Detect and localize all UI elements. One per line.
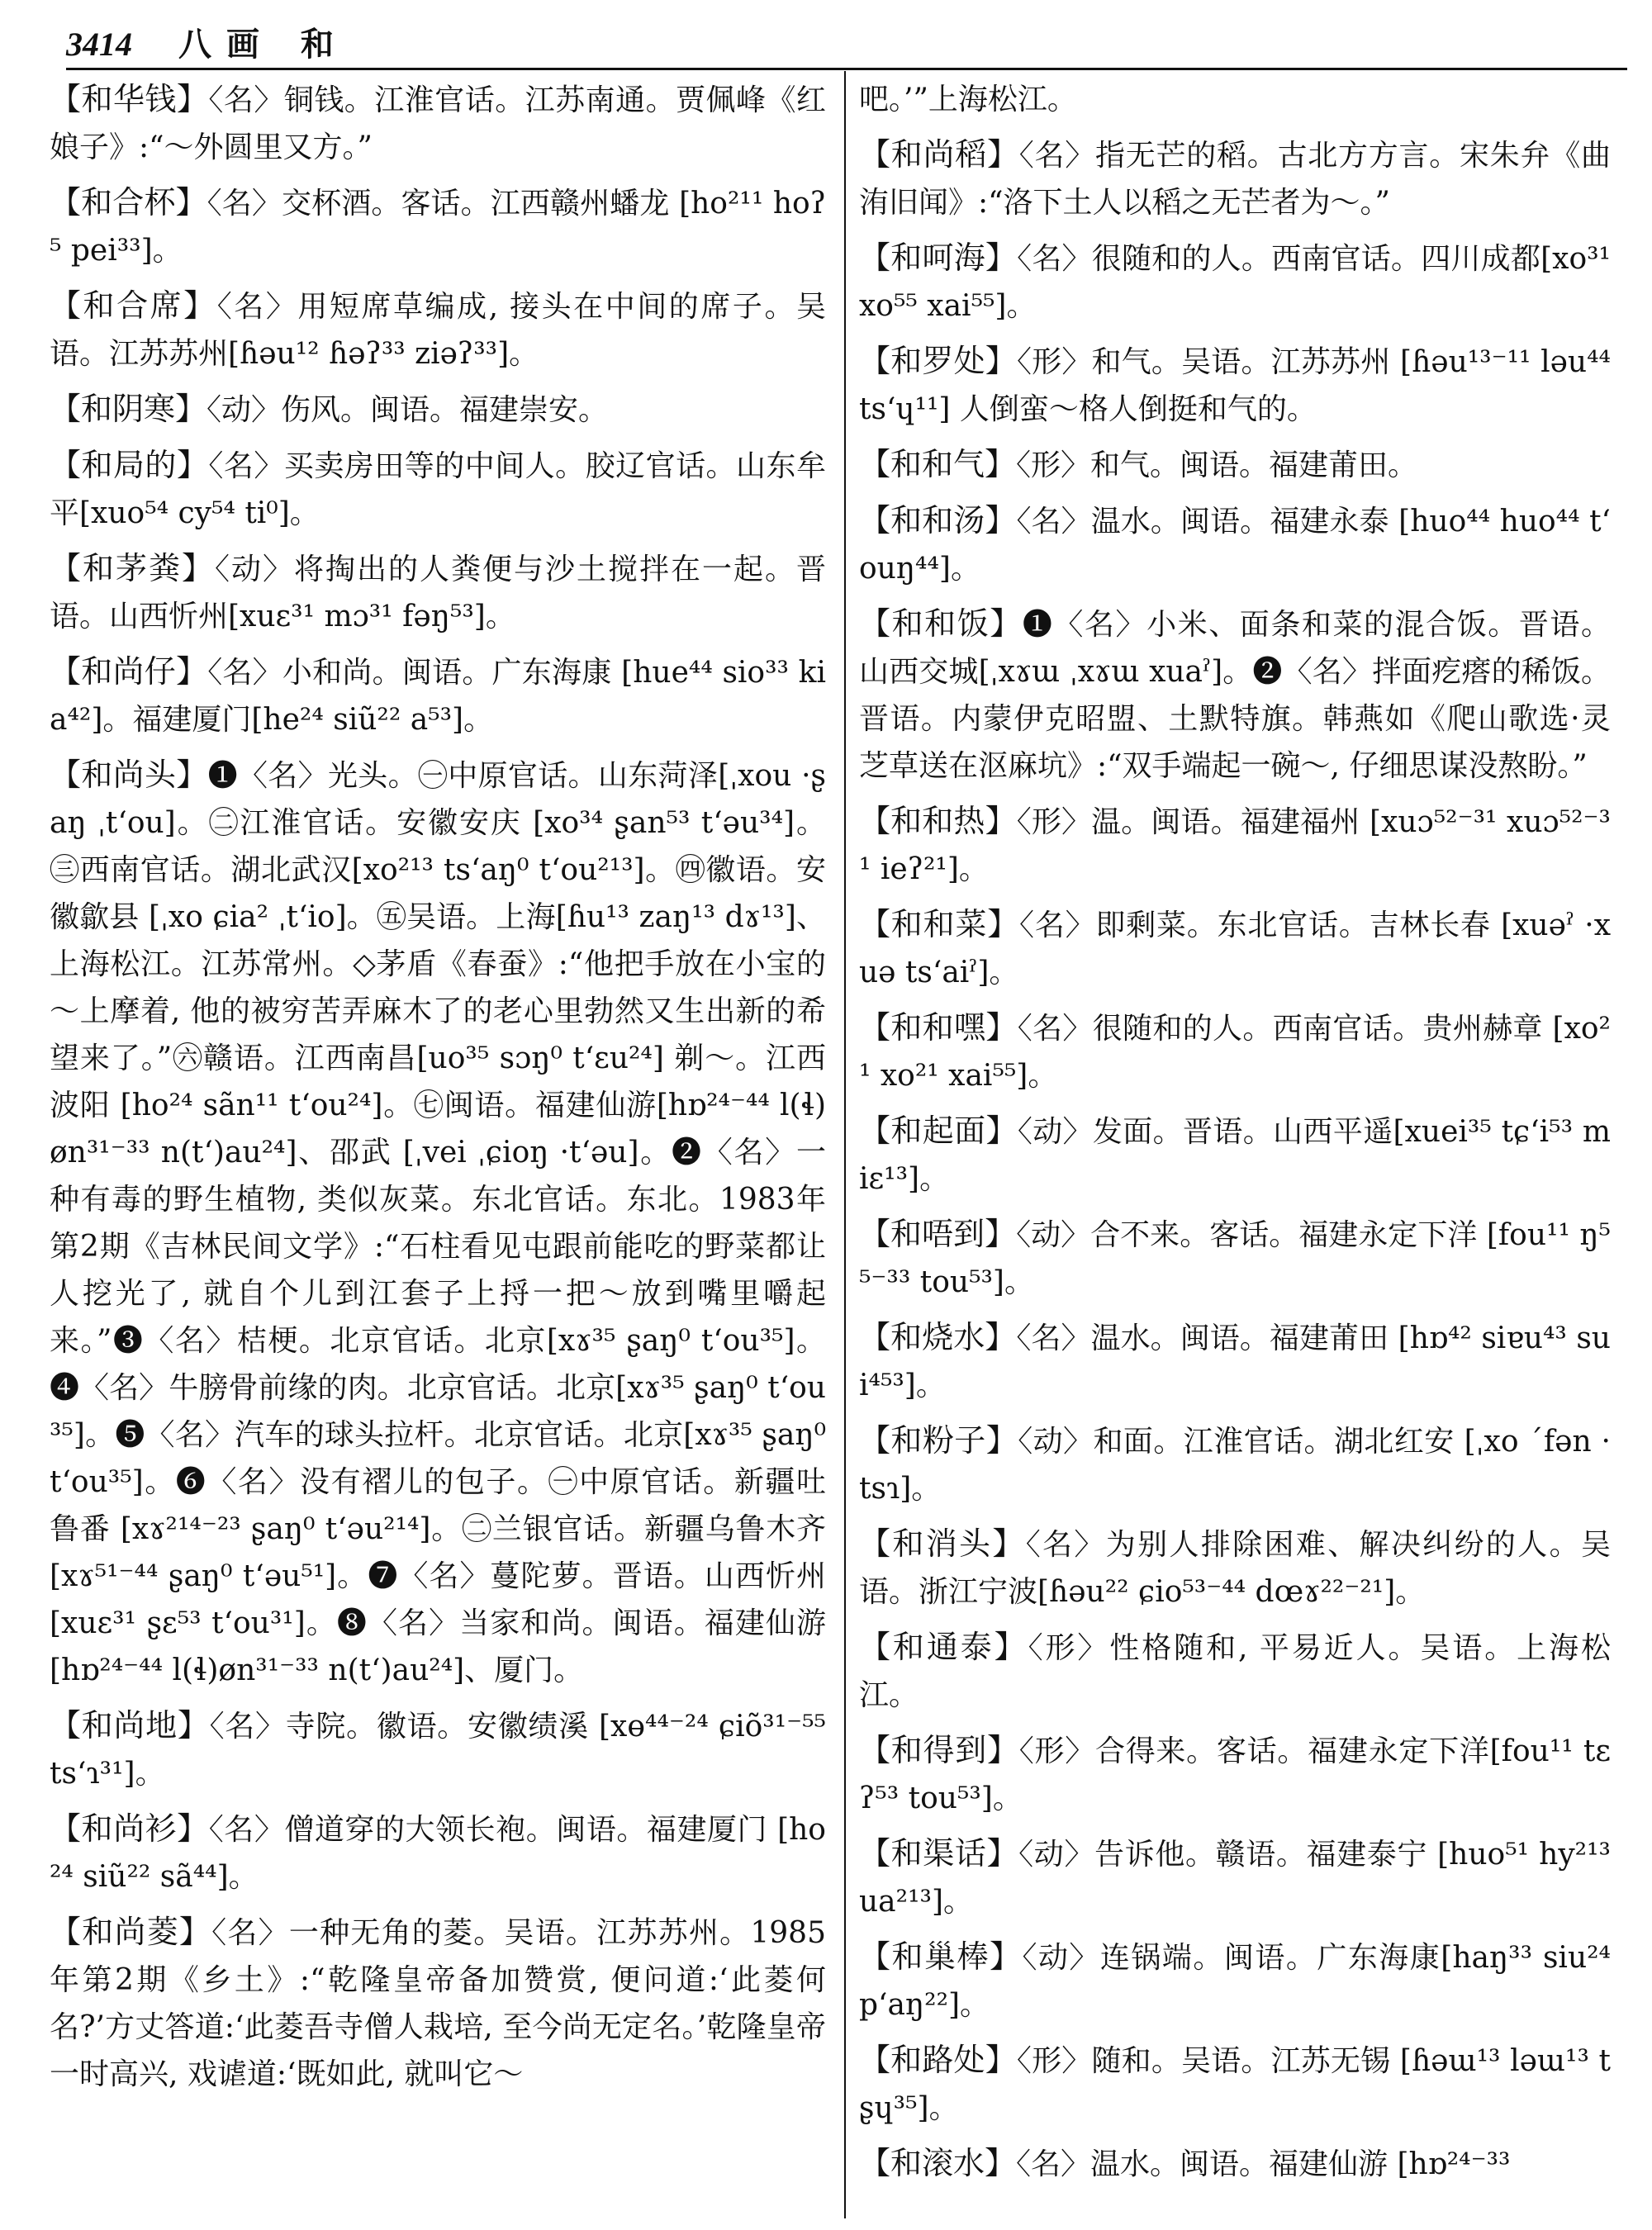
entry-headword: 【和唔到】 — [859, 1216, 1017, 1252]
entry-definition: 〈形〉随和。吴语。江苏无锡 [ɦəɯ¹³ ləɯ¹³ tʂɥ³⁵]。 — [859, 2044, 1611, 2125]
entry-headword: 【和通泰】 — [859, 1629, 1028, 1665]
entry-headword: 【和呵海】 — [859, 240, 1018, 276]
entry-definition: 〈形〉合得来。客话。福建永定下洋[fou¹¹ tɛʔ⁵³ tou⁵³]。 — [859, 1734, 1611, 1815]
entry-headword: 【和尚菱】 — [50, 1914, 212, 1950]
dictionary-entry — [859, 1211, 1611, 1306]
entry-headword: 【和消头】 — [859, 1525, 1026, 1562]
entry-definition: 〈名〉铜钱。江淮官话。江苏南通。贾佩峰《红娘子》:“～外圆里又方。” — [50, 83, 826, 164]
entry-headword: 【和尚仔】 — [50, 653, 208, 690]
entry-definition: 〈动〉和面。江淮官话。湖北红安 [ˌxo ˊfən ·tsɿ]。 — [859, 1425, 1611, 1506]
dictionary-entry — [50, 648, 826, 743]
dictionary-entry — [859, 1417, 1611, 1512]
entry-headword: 【和合杯】 — [50, 184, 207, 221]
entry-definition: 〈名〉僧道穿的大领长袍。闽语。福建厦门 [ho²⁴ siũ²² sã⁴⁴]。 — [50, 1813, 826, 1894]
column-divider — [844, 71, 846, 2218]
entry-definition: 〈动〉告诉他。赣语。福建泰宁 [huo⁵¹ hy²¹³ ua²¹³]。 — [859, 1838, 1611, 1919]
dictionary-entry — [859, 1314, 1611, 1409]
entry-definition: 〈名〉很随和的人。西南官话。贵州赫章 [xo²¹ xo²¹ xai⁵⁵]。 — [859, 1012, 1611, 1093]
dictionary-entry — [859, 441, 1611, 489]
entry-headword: 【和滚水】 — [859, 2145, 1017, 2181]
dictionary-entry — [50, 282, 826, 377]
entry-headword: 【和尚地】 — [50, 1707, 210, 1744]
entry-headword: 【和烧水】 — [859, 1319, 1017, 1355]
dictionary-entry — [50, 1805, 826, 1900]
entry-definition: 〈名〉为别人排除困难、解决纠纷的人。吴语。浙江宁波[ɦəu²² ɕio⁵³⁻⁴⁴ dœɤ²²⁻²¹]。 — [859, 1528, 1611, 1609]
page-number: 3414 — [66, 26, 132, 63]
dictionary-entry — [50, 1909, 826, 2098]
dictionary-entry — [50, 442, 826, 537]
dictionary-entry — [859, 1830, 1611, 1925]
entry-definition: 〈名〉小和尚。闽语。广东海康 [hue⁴⁴ sio³³ kia⁴²]。福建厦门[he²⁴ siũ²² a⁵³]。 — [50, 656, 826, 737]
entry-definition: 〈动〉连锅端。闽语。广东海康[haŋ³³ siu²⁴ pʻaŋ²²]。 — [859, 1941, 1611, 2022]
entry-definition: 〈名〉指无芒的稻。古北方方言。宋朱弁《曲洧旧闻》:“洛下土人以稻之无芒者为～。” — [859, 139, 1611, 220]
dictionary-entry — [859, 1624, 1611, 1719]
dictionary-entry — [859, 798, 1611, 893]
entry-definition: 〈形〉性格随和, 平易近人。吴语。上海松江。 — [859, 1631, 1611, 1712]
entry-headword: 【和合席】 — [50, 287, 217, 324]
entry-headword: 【和路处】 — [859, 2042, 1017, 2078]
continuation-text: 吧。’”上海松江。 — [859, 83, 1077, 116]
entry-headword: 【和茅粪】 — [50, 550, 215, 586]
left-column — [50, 76, 826, 2223]
dictionary-entry — [859, 1933, 1611, 2028]
entry-headword: 【和罗处】 — [859, 343, 1017, 379]
entry-definition: ❶〈名〉光头。㊀中原官话。山东菏泽[ˌxou ·ʂaŋ ˌtʻou]。㊁江淮官话。安徽安庆 [xo³⁴ ʂan⁵³ tʻəu³⁴]。㊂西南官话。湖北武汉[xo²¹³ tsʻaŋ⁰ tʻou²¹³]。㊃徽语。安徽歙县 [ˌxo ɕia² ˌtʻio]。㊄吴语。上海[ɦu¹³ zaŋ¹³ dɤ¹³]、上海松江。江苏常州。◇茅盾《春蚕》:“他把手放在小宝的～上摩着, 他的被穷苦弄麻木了的老心里勃然又生出新的希望来了。”㊅赣语。江西南昌[uo³⁵ sɔŋ⁰ tʻɛu²⁴] 剃～。江西波阳 [ho²⁴ sãn¹¹ tʻou²⁴]。㊆闽语。福建仙游[hɒ²⁴⁻⁴⁴ l(ɬ)øn³¹⁻³³ n(tʻ)au²⁴]、邵武 [ˌvei ˌɕioŋ ·tʻəu]。❷〈名〉一种有毒的野生植物, 类似灰菜。东北官话。东北。1983年第2期《吉林民间文学》:“石柱看见屯跟前能吃的野菜都让人挖光了, 就自个儿到江套子上捋一把～放到嘴里嚼起来。”❸〈名〉桔梗。北京官话。北京[xɤ³⁵ ʂaŋ⁰ tʻou³⁵]。❹〈名〉牛膀骨前缘的肉。北京官话。北京[xɤ³⁵ ʂaŋ⁰ tʻou³⁵]。❺〈名〉汽车的球头拉杆。北京官话。北京[xɤ³⁵ ʂaŋ⁰ tʻou³⁵]。❻〈名〉没有褶儿的包子。㊀中原官话。新疆吐鲁番 [xɤ²¹⁴⁻²³ ʂaŋ⁰ tʻəu²¹⁴]。㊁兰银官话。新疆乌鲁木齐 [xɤ⁵¹⁻⁴⁴ ʂaŋ⁰ tʻəu⁵¹]。❼〈名〉蔓陀萝。晋语。山西忻州[xuɛ³¹ ʂɛ⁵³ tʻou³¹]。❽〈名〉当家和尚。闽语。福建仙游 [hɒ²⁴⁻⁴⁴ l(ɬ)øn³¹⁻³³ n(tʻ)au²⁴]、厦门。 — [50, 759, 826, 1687]
entry-headword: 【和尚头】 — [50, 757, 208, 793]
entry-headword: 【和和热】 — [859, 803, 1017, 839]
entry-headword: 【和尚稻】 — [859, 136, 1019, 173]
dictionary-entry — [50, 76, 826, 171]
dictionary-entry — [859, 1727, 1611, 1822]
entry-definition: 〈形〉温。闽语。福建福州 [xuɔ⁵²⁻³¹ xuɔ⁵²⁻³¹ ieʔ²¹]。 — [859, 805, 1611, 886]
entry-definition: 〈形〉和气。闽语。福建莆田。 — [1016, 448, 1418, 482]
entry-definition: 〈动〉合不来。客话。福建永定下洋 [fou¹¹ ŋ⁵⁵⁻³³ tou⁵³]。 — [859, 1218, 1611, 1299]
entry-definition: 〈名〉寺院。徽语。安徽绩溪 [xɵ⁴⁴⁻²⁴ ɕiõ³¹⁻⁵⁵ tsʻɿ³¹]。 — [50, 1710, 826, 1791]
dictionary-entry — [859, 600, 1611, 790]
dictionary-entry — [859, 901, 1611, 996]
entry-definition: 〈名〉用短席草编成, 接头在中间的席子。吴语。江苏苏州[ɦəu¹² ɦəʔ³³ ziəʔ³³]。 — [50, 290, 826, 371]
entry-headword: 【和起面】 — [859, 1113, 1018, 1149]
dictionary-entry — [50, 545, 826, 640]
entry-headword: 【和局的】 — [50, 447, 209, 483]
dictionary-entry — [50, 752, 826, 1694]
entry-headword: 【和粉子】 — [859, 1422, 1018, 1459]
entry-headword: 【和和菜】 — [859, 906, 1020, 942]
entry-definition: ❶〈名〉小米、面条和菜的混合饭。晋语。山西交城[ˌxɤɯ ˌxɤɯ xuaˀ]。❷〈名〉拌面疙瘩的稀饭。晋语。内蒙伊克昭盟、土默特旗。韩燕如《爬山歌选·灵芝草送在沤麻坑》:“双手端起一碗～, 仔细思谋没熬盼。” — [859, 608, 1611, 783]
section-heading: 八画 和 — [178, 25, 349, 64]
dictionary-entry — [859, 1521, 1611, 1616]
entry-definition: 〈名〉交杯酒。客话。江西赣州蟠龙 [ho²¹¹ hoʔ⁵ pei³³]。 — [50, 187, 826, 268]
dictionary-entry — [859, 2140, 1611, 2188]
entry-headword: 【和和嘿】 — [859, 1009, 1018, 1046]
right-column — [859, 76, 1611, 2223]
entry-definition: 〈形〉和气。吴语。江苏苏州 [ɦəu¹³⁻¹¹ ləu⁴⁴ tsʻɥ¹¹] 人倒蛮～格人倒挺和气的。 — [859, 345, 1611, 426]
dictionary-entry — [859, 497, 1611, 592]
entry-headword: 【和尚衫】 — [50, 1810, 209, 1847]
dictionary-entry — [859, 1004, 1611, 1099]
dictionary-entry — [859, 1108, 1611, 1203]
dictionary-entry — [859, 131, 1611, 226]
entry-headword: 【和巢棒】 — [859, 1938, 1023, 1975]
entry-definition: 〈名〉即剩菜。东北官话。吉林长春 [xuəˀ ·xuə tsʻaiˀ]。 — [859, 909, 1611, 989]
entry-definition: 〈动〉伤风。闽语。福建崇安。 — [206, 393, 609, 427]
entry-definition: 〈动〉将掏出的人粪便与沙土搅拌在一起。晋语。山西忻州[xuɛ³¹ mɔ³¹ fəŋ⁵³]。 — [50, 553, 826, 633]
entry-headword: 【和阴寒】 — [50, 391, 207, 427]
entry-definition: 〈名〉温水。闽语。福建仙游 [hɒ²⁴⁻³³ — [1016, 2147, 1511, 2181]
dictionary-entry — [50, 179, 826, 274]
dictionary-entry — [859, 338, 1611, 433]
page-header — [66, 18, 1619, 68]
entry-headword: 【和得到】 — [859, 1732, 1019, 1768]
entry-headword: 【和和饭】 — [859, 605, 1023, 642]
entry-definition: 〈名〉一种无角的菱。吴语。江苏苏州。1985年第2期《乡土》:“乾隆皇帝备加赞赏, 便问道:‘此菱何名?’方丈答道:‘此菱吾寺僧人栽培, 至今尚无定名。’乾隆皇帝一时高兴, 戏谑道:‘既如此, 就叫它～ — [50, 1916, 826, 2091]
dictionary-entry — [50, 1702, 826, 1797]
entry-definition: 〈动〉发面。晋语。山西平遥[xuei³⁵ tɕʻi⁵³ miɛ¹³]。 — [859, 1115, 1611, 1196]
entry-definition: 〈名〉温水。闽语。福建永泰 [huo⁴⁴ huo⁴⁴ tʻouŋ⁴⁴]。 — [859, 505, 1611, 586]
entry-headword: 【和和气】 — [859, 446, 1017, 482]
header-rule — [66, 68, 1627, 70]
entry-definition: 〈名〉温水。闽语。福建莆田 [hɒ⁴² siɐu⁴³ sui⁴⁵³]。 — [859, 1321, 1611, 1402]
entry-headword: 【和和汤】 — [859, 502, 1017, 539]
dictionary-entry — [859, 2037, 1611, 2132]
entry-headword: 【和华钱】 — [50, 81, 209, 117]
entry-definition: 〈名〉买卖房田等的中间人。胶辽官话。山东牟平[xuo⁵⁴ cy⁵⁴ ti⁰]。 — [50, 449, 826, 530]
dictionary-entry — [859, 235, 1611, 330]
entry-headword: 【和渠话】 — [859, 1835, 1019, 1872]
dictionary-entry — [50, 386, 826, 434]
entry-definition: 〈名〉很随和的人。西南官话。四川成都[xo³¹ xo⁵⁵ xai⁵⁵]。 — [859, 242, 1611, 323]
